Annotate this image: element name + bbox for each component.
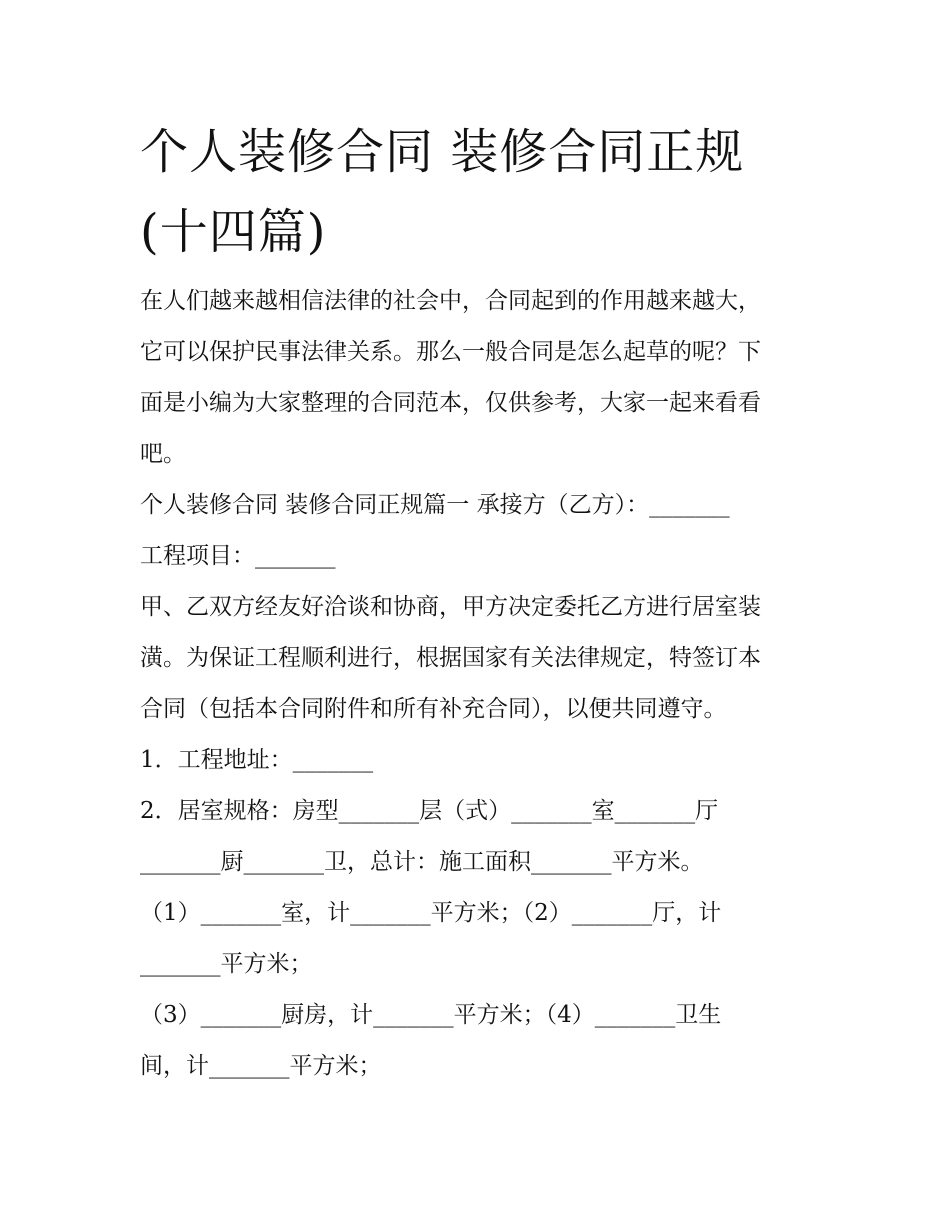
intro-line-2: 它可以保护民事法律关系。那么一般合同是怎么起草的呢？下 <box>140 339 761 365</box>
intro-line-3: 面是小编为大家整理的合同范本，仅供参考，大家一起来看看 <box>140 390 761 416</box>
room-spec-clause-2: _______厨_______卫，总计：施工面积_______平方米。 <box>140 849 704 875</box>
project-line: 工程项目：_______ <box>140 543 336 569</box>
agreement-line-3: 合同（包括本合同附件和所有补充合同），以便共同遵守。 <box>140 696 727 722</box>
area-item-line-2: _______平方米； <box>140 951 313 977</box>
area-item-line-1: （1）_______室，计_______平方米；（2）_______厅，计 <box>140 900 722 926</box>
intro-line-1: 在人们越来越相信法律的社会中，合同起到的作用越来越大， <box>140 288 761 314</box>
title-line-2: (十四篇) <box>140 204 327 260</box>
area-item-line-4: 间，计_______平方米； <box>140 1053 382 1079</box>
intro-line-4: 吧。 <box>140 441 186 467</box>
title-line-1: 个人装修合同 装修合同正规 <box>140 124 745 180</box>
room-spec-clause-1: 2．居室规格：房型_______层（式）_______室_______厅 <box>140 798 719 824</box>
document-body <box>140 276 820 1092</box>
agreement-line-2: 潢。为保证工程顺利进行，根据国家有关法律规定，特签订本 <box>140 645 761 671</box>
area-item-line-3: （3）_______厨房，计_______平方米；（4）_______卫生 <box>140 1002 722 1028</box>
agreement-line-1: 甲、乙双方经友好洽谈和协商，甲方决定委托乙方进行居室装 <box>140 594 761 620</box>
address-clause: 1．工程地址：_______ <box>140 747 374 773</box>
contractor-line: 个人装修合同 装修合同正规篇一 承接方（乙方）：_______ <box>140 492 730 518</box>
document-title <box>140 112 820 272</box>
